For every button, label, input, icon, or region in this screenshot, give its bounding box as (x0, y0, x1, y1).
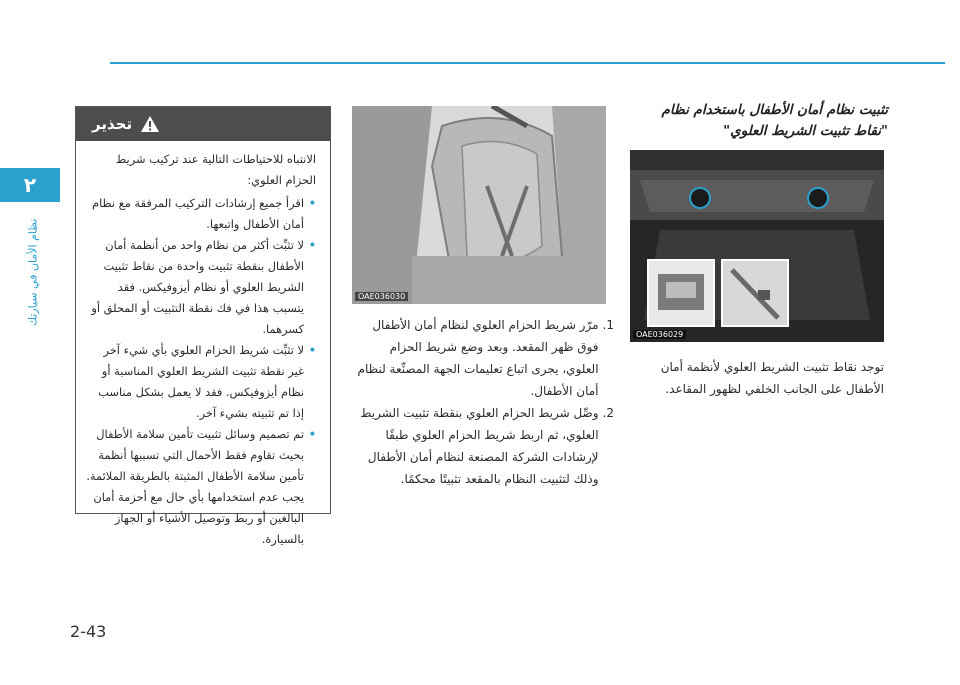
bullet-icon: • (308, 343, 316, 357)
warning-box (75, 106, 331, 546)
header-rule (110, 62, 945, 64)
trunk-illustration (630, 150, 884, 342)
warning-title: تحذير (92, 115, 133, 133)
warning-bullet-text: لا تثبِّت أكثر من نظام واحد من أنظمة أمان الأطفال بنقطة تثبيت واحدة من نقاط تثبيت الشريط العلوي أو نظام أيزوفيكس. فقد يتسبب هذا في فك نقطة التثبيت أو المحلق أو كسرهما. (91, 238, 304, 336)
chapter-tab (0, 168, 60, 202)
warning-bullet-text: اقرأ جميع إرشادات التركيب المرفقة مع نظام أمان الأطفال واتبعها. (92, 196, 304, 231)
bullet-icon: • (308, 196, 316, 210)
bullet-icon: • (308, 238, 316, 252)
warning-bullet (86, 340, 316, 424)
warning-bullet (86, 193, 316, 235)
step-item (352, 314, 614, 402)
warning-bullet (86, 235, 316, 340)
warning-body (76, 141, 330, 550)
child-seat-photo (352, 106, 606, 304)
bullet-icon: • (308, 427, 316, 441)
trunk-anchor-photo (630, 150, 884, 342)
section-intro: توجد نقاط تثبيت الشريط العلوي لأنظمة أمان الأطفال على الجانب الخلفي لظهور المقاعد. (660, 360, 884, 396)
section-heading: تثبيت نظام أمان الأطفال باستخدام نظام "نقاط تثبيت الشريط العلوي" (661, 102, 888, 139)
step-item (352, 402, 614, 490)
warning-bullet-text: تم تصميم وسائل تثبيت تأمين سلامة الأطفال بحيث تقاوم فقط الأحمال التي تسببها أنظمة تأمين سلامة الأطفال المثبتة بالطريقة الملائمة. يجب عدم استخدامها بأي حال مع أحزمة أمان البالغين أو ربط وتوصيل الأشياء أو الجهاز بالسيارة. (86, 427, 304, 546)
step-number: 2. (602, 406, 614, 420)
installation-steps (352, 314, 614, 490)
warning-header (76, 107, 330, 141)
warning-bullet-text: لا تثبِّت شريط الحزام العلوي بأي شيء آخر غير نقطة تثبيت الشريط العلوي المناسبة أو نظام أيزوفيكس. فقد لا يعمل بشكل مناسب إذا تم تثبيته بشيء آخر. (98, 343, 304, 420)
step-text: مرّر شريط الحزام العلوي لنظام أمان الأطفال فوق ظهر المقعد. وبعد وضع شريط الحزام العلوي، يجرى اتباع تعليمات الجهة المصنِّعة لنظام أمان الأطفال. (357, 318, 599, 398)
warning-triangle-icon (140, 115, 160, 133)
chapter-label: نظام الأمان في سيارتك (26, 218, 40, 326)
step-number: 1. (602, 318, 614, 332)
warning-bullet (86, 424, 316, 550)
seat-photo-code: OAE036030 (355, 292, 408, 301)
anchor-marker-right-icon (808, 188, 828, 208)
trunk-photo-code: OAE036029 (633, 330, 686, 339)
child-seat-illustration (352, 106, 606, 304)
chapter-number: ٢ (23, 173, 37, 197)
step-text: وصِّل شريط الحزام العلوي بنقطة تثبيت الشريط العلوي، ثم اربط شريط الحزام العلوي طبقًا لإرشادات الشركة المصنعة لنظام أمان الأطفال وذلك لتثبيت النظام بالمقعد تثبيتًا محكمًا. (360, 406, 599, 486)
warning-list (86, 193, 316, 550)
page-number: 2-43 (70, 622, 107, 641)
warning-intro: الانتباه للاحتياطات التالية عند تركيب شريط الحزام العلوي: (115, 152, 316, 187)
anchor-marker-left-icon (690, 188, 710, 208)
